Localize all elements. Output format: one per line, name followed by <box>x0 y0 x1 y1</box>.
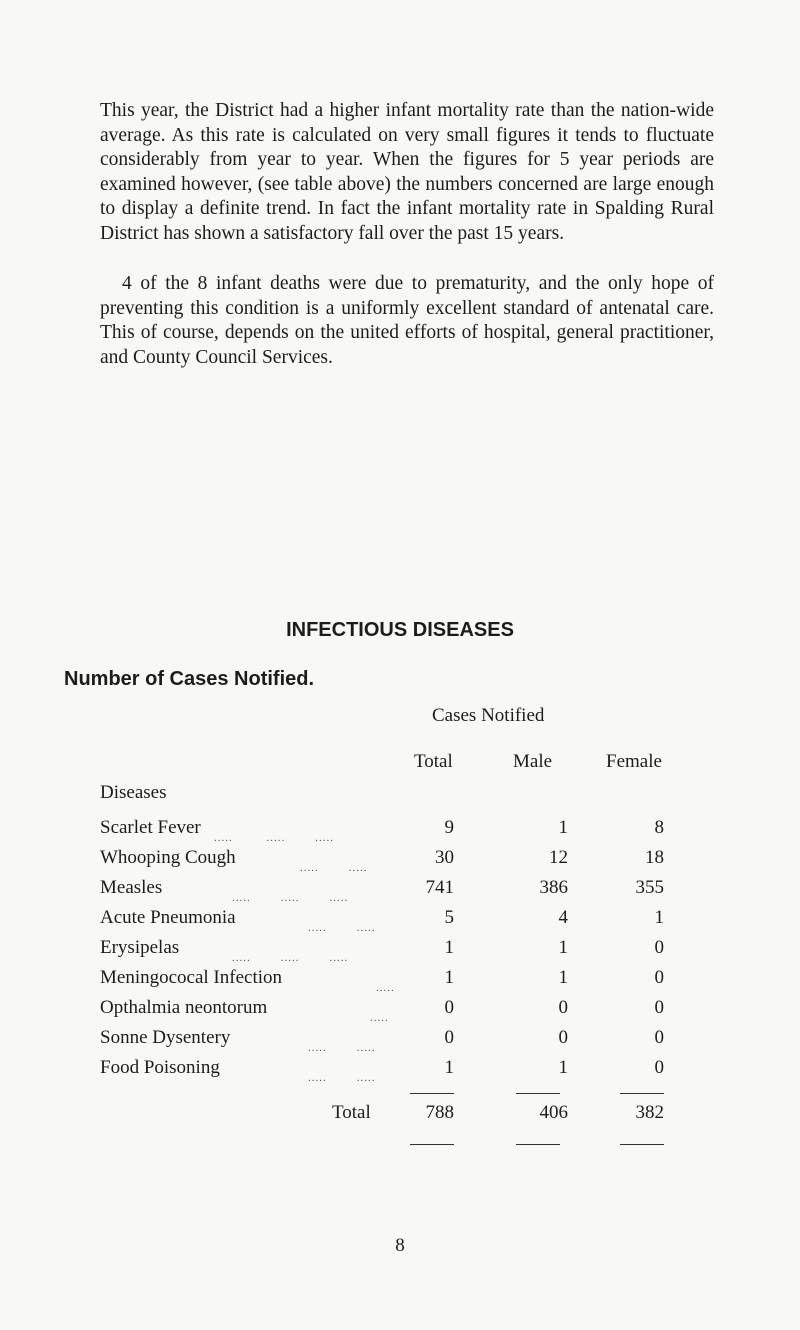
leader-dots: ..... ..... <box>308 1072 376 1084</box>
cell-male: 0 <box>558 1027 568 1048</box>
cell-female: 0 <box>654 1027 664 1048</box>
cell-female: 18 <box>645 847 664 868</box>
table-row <box>0 877 800 907</box>
disease-name: Sonne Dysentery <box>100 1027 231 1048</box>
cell-total: 0 <box>444 997 454 1018</box>
leader-dots: ..... ..... ..... <box>214 832 334 844</box>
table-row <box>0 1057 800 1087</box>
leader-dots: ..... ..... <box>308 1042 376 1054</box>
cell-female: 0 <box>654 997 664 1018</box>
table-row <box>0 907 800 937</box>
leader-dots: ..... <box>370 1012 389 1024</box>
cell-male: 12 <box>549 847 568 868</box>
totals-male: 406 <box>539 1102 568 1123</box>
disease-name: Food Poisoning <box>100 1057 220 1078</box>
cell-total: 1 <box>444 1057 454 1078</box>
leader-dots: ..... ..... <box>300 862 368 874</box>
cell-total: 5 <box>444 907 454 928</box>
rule-above-male <box>516 1093 560 1094</box>
column-header-total: Total <box>414 751 453 772</box>
totals-label: Total <box>332 1102 371 1123</box>
cell-female: 0 <box>654 967 664 988</box>
cell-female: 0 <box>654 937 664 958</box>
disease-name: Scarlet Fever <box>100 817 201 838</box>
totals-female: 382 <box>635 1102 664 1123</box>
disease-name: Opthalmia neontorum <box>100 997 268 1018</box>
rule-below-male <box>516 1144 560 1145</box>
disease-name: Acute Pneumonia <box>100 907 236 928</box>
disease-name: Erysipelas <box>100 937 180 958</box>
cases-notified-header: Cases Notified <box>432 705 545 726</box>
table-row <box>0 817 800 847</box>
disease-name: Whooping Cough <box>100 847 236 868</box>
cell-total: 741 <box>425 877 454 898</box>
column-header-diseases: Diseases <box>100 782 167 803</box>
cell-male: 1 <box>558 817 568 838</box>
cell-total: 1 <box>444 937 454 958</box>
leader-dots: ..... ..... <box>308 922 376 934</box>
disease-name: Meningococal Infection <box>100 967 283 988</box>
table-subtitle: Number of Cases Notified. <box>64 668 315 690</box>
cell-female: 8 <box>654 817 664 838</box>
table-row <box>0 847 800 877</box>
cell-female: 355 <box>635 877 664 898</box>
leader-dots: ..... ..... ..... <box>232 952 349 964</box>
section-title: INFECTIOUS DISEASES <box>286 619 514 641</box>
cell-total: 0 <box>444 1027 454 1048</box>
rule-below-total <box>410 1144 454 1145</box>
table-row <box>0 997 800 1027</box>
leader-dots: ..... ..... ..... <box>232 892 349 904</box>
disease-name: Measles <box>100 877 163 898</box>
cell-male: 4 <box>558 907 568 928</box>
rule-above-total <box>410 1093 454 1094</box>
table-row <box>0 1027 800 1057</box>
paragraph-infant-mortality: This year, the District had a higher infant mortality rate than the nation-wide average. As this rate is calculated on very small figures it tends to fluctuate considerably from year to year. When the figures for 5 year periods are examined however, (see table above) the numbers concerned are large enough to display a definite trend. In fact the infant mortality rate in Spalding Rural District has shown a satisfactory fall over the past 15 years. <box>100 100 714 244</box>
cell-male: 1 <box>558 937 568 958</box>
cell-male: 1 <box>558 967 568 988</box>
table-row <box>0 967 800 997</box>
cell-total: 30 <box>435 847 454 868</box>
cell-male: 0 <box>558 997 568 1018</box>
cell-male: 386 <box>539 877 568 898</box>
column-header-male: Male <box>513 751 553 772</box>
rule-below-female <box>620 1144 664 1145</box>
rule-above-female <box>620 1093 664 1094</box>
leader-dots: ..... <box>376 982 395 994</box>
cell-female: 0 <box>654 1057 664 1078</box>
cell-total: 9 <box>444 817 454 838</box>
cell-female: 1 <box>654 907 664 928</box>
table-row <box>0 937 800 967</box>
cell-male: 1 <box>558 1057 568 1078</box>
cell-total: 1 <box>444 967 454 988</box>
column-header-female: Female <box>606 751 662 772</box>
totals-total: 788 <box>425 1102 454 1123</box>
page-number: 8 <box>395 1235 405 1256</box>
paragraph-prematurity: 4 of the 8 infant deaths were due to prematurity, and the only hope of preventing this condition is a uniformly excellent standard of antenatal care. This of course, depends on the united efforts of hospital, general practitioner, and County Council Services. <box>100 273 714 368</box>
